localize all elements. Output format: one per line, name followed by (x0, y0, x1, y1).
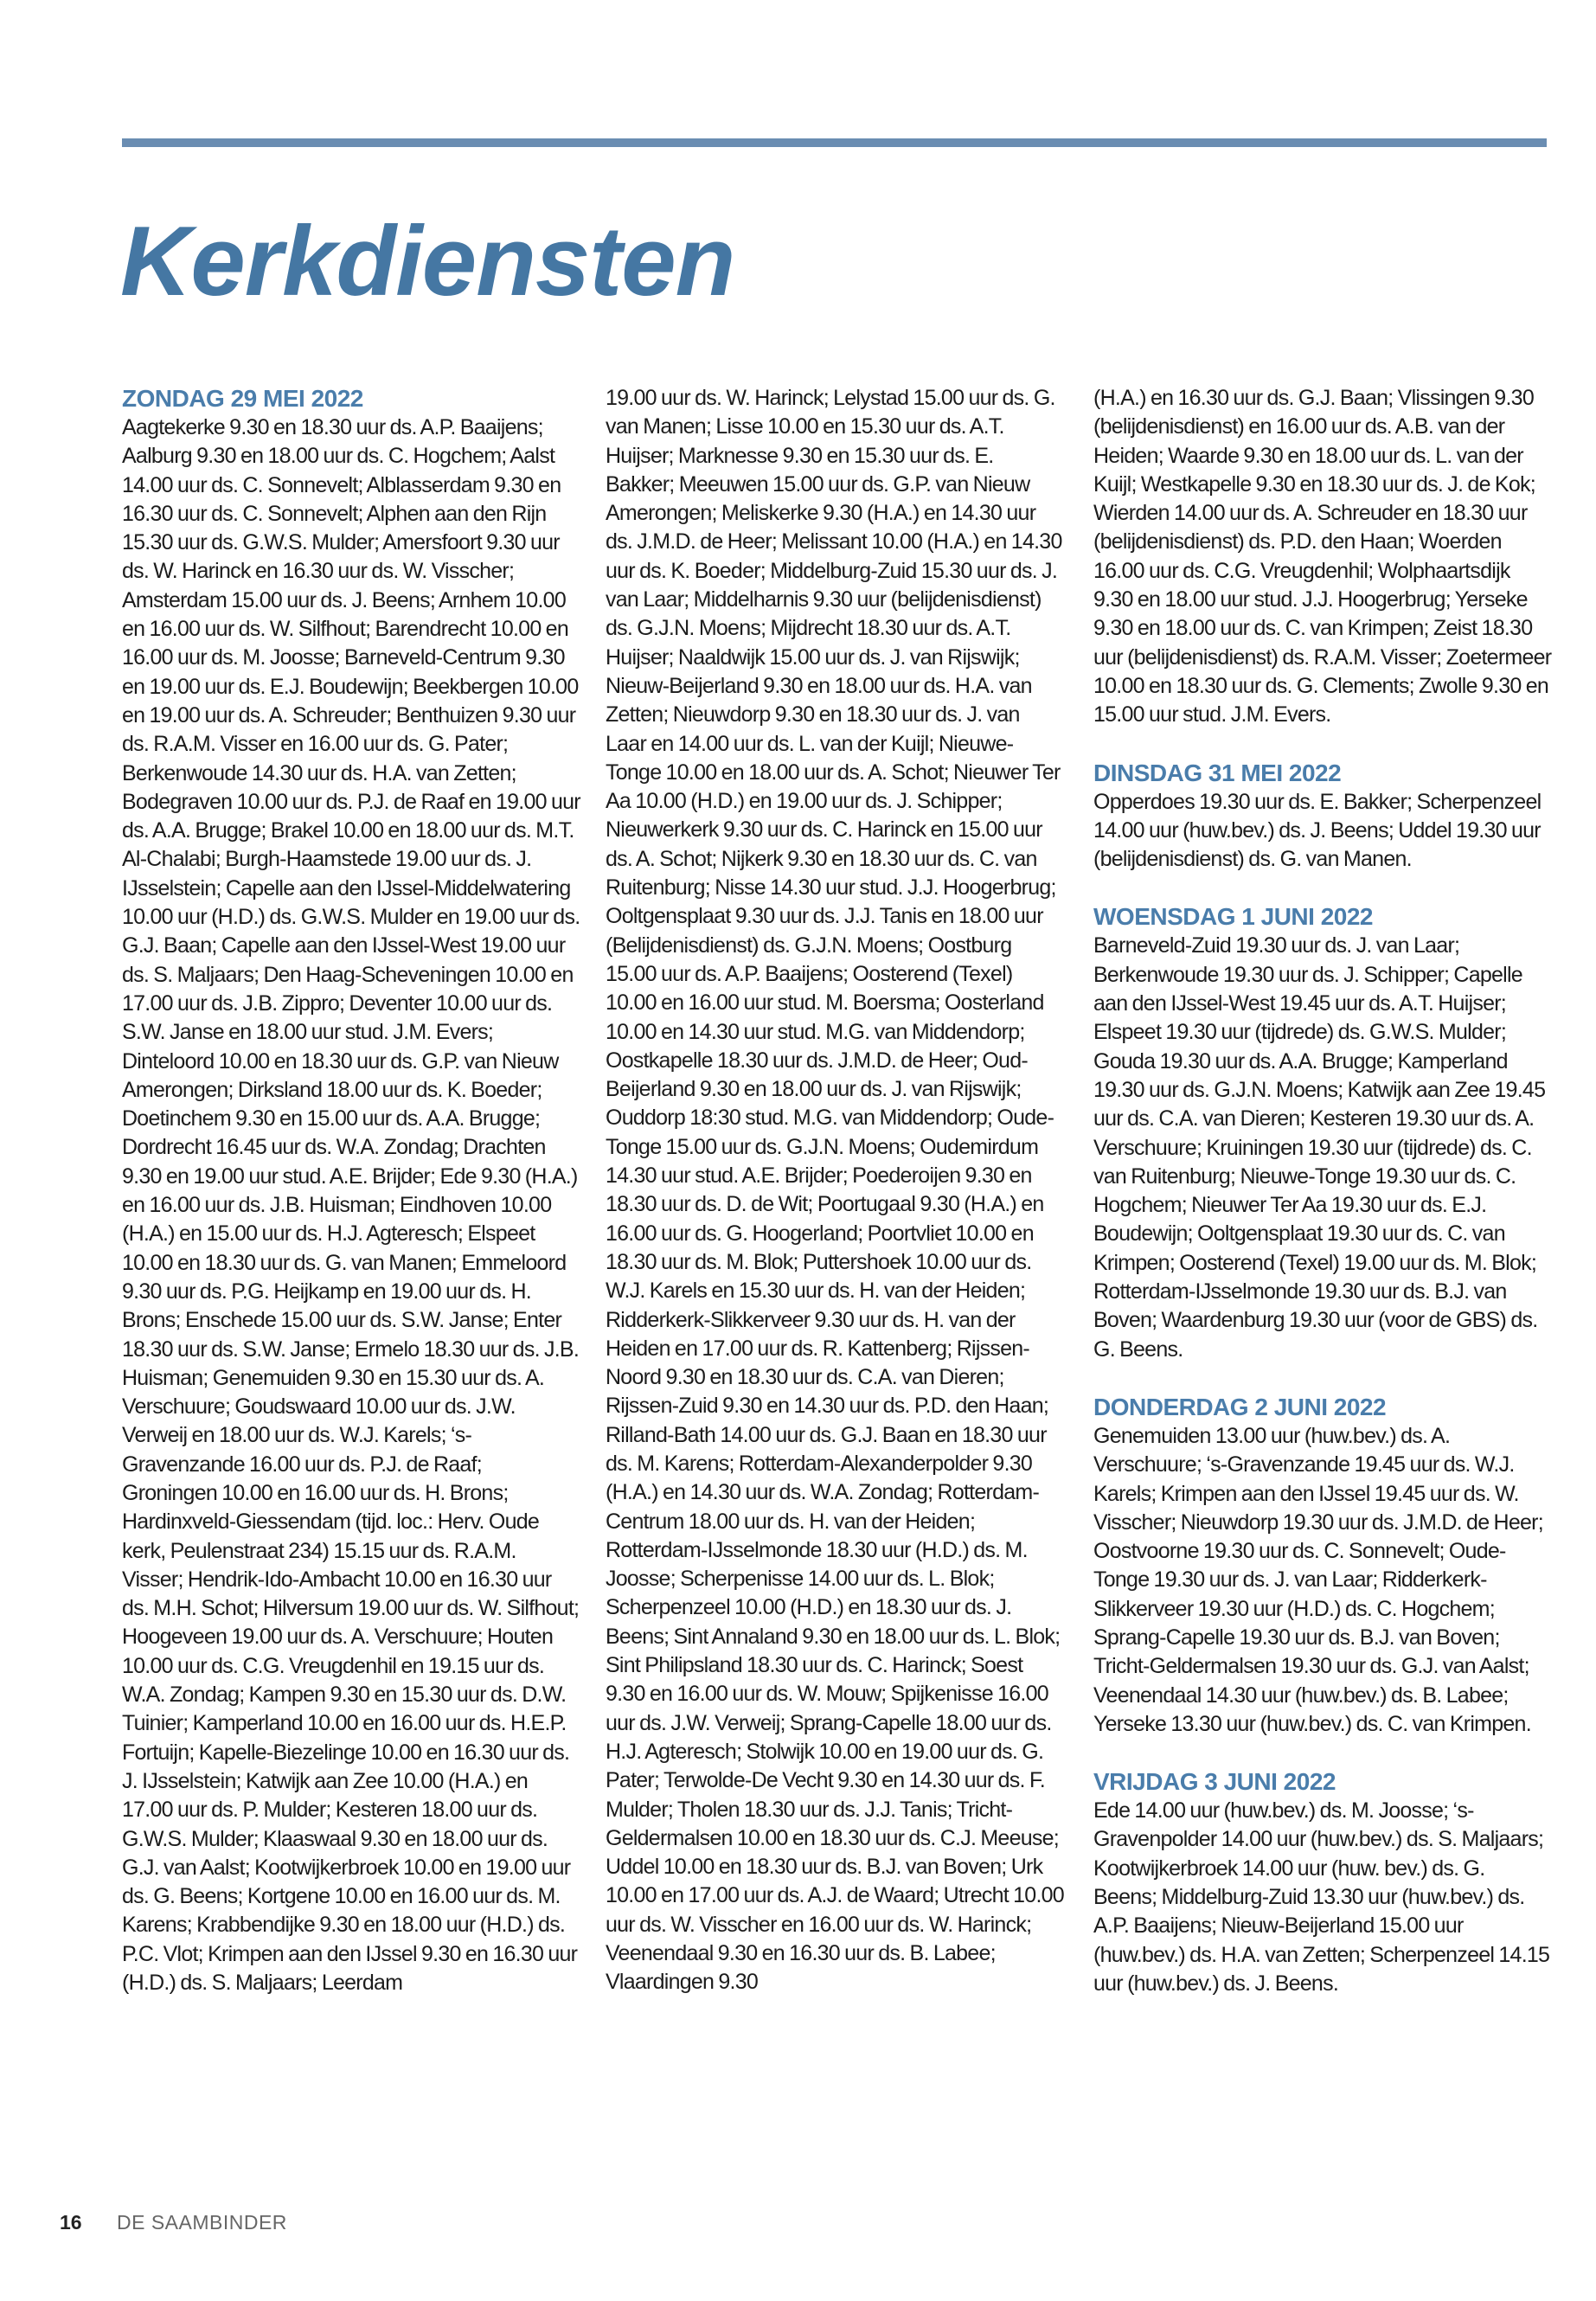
magazine-name: DE SAAMBINDER (116, 2211, 287, 2234)
service-listing: Genemuiden 13.00 uur (huw.bev.) ds. A. Verschuure; ‘s-Gravenzande 19.45 uur ds. W.J. Karels; Krimpen aan den IJssel 19.45 uur ds. W. Visscher; Nieuwdorp 19.30 uur ds. J.M.D. de Heer; Oostvoorne 19.30 uur ds. C. Sonnevelt; Oude-Tonge 19.30 uur ds. J. van Laar; Ridderkerk-Slikkerveer 19.30 uur (H.D.) ds. C. Hogchem; Sprang-Capelle 19.30 uur ds. B.J. van Boven; Tricht-Geldermalsen 19.30 uur ds. G.J. van Aalst; Veenendaal 14.30 uur (huw.bev.) ds. B. Labee; Yerseke 13.30 uur (huw.bev.) ds. C. van Krimpen. (1093, 1423, 1543, 1736)
day-section-thursday (1093, 1393, 1552, 1739)
column-2 (606, 384, 1064, 1997)
service-listing-continued: 19.00 uur ds. W. Harinck; Lelystad 15.00 uur ds. G. van Manen; Lisse 10.00 en 15.30 uur ds. A.T. Huijser; Marknesse 9.30 en 15.30 uur ds. E. Bakker; Meeuwen 15.00 uur ds. G.P. van Nieuw Amerongen; Meliskerke 9.30 (H.A.) en 14.30 uur ds. J.M.D. de Heer; Melissant 10.00 (H.A.) en 14.30 uur ds. K. Boeder; Middelburg-Zuid 15.30 uur ds. J. van Laar; Middelharnis 9.30 uur (belijdenisdienst) ds. G.J.N. Moens; Mijdrecht 18.30 uur ds. A.T. Huijser; Naaldwijk 15.00 uur ds. J. van Rijswijk; Nieuw-Beijerland 9.30 en 18.00 uur ds. H.A. van Zetten; Nieuwdorp 9.30 en 18.30 uur ds. J. van Laar en 14.00 uur ds. L. van der Kuijl; Nieuwe-Tonge 10.00 en 18.00 uur ds. A. Schot; Nieuwer Ter Aa 10.00 (H.D.) en 19.00 uur ds. J. Schipper; Nieuwerkerk 9.30 uur ds. C. Harinck en 15.00 uur ds. A. Schot; Nijkerk 9.30 en 18.30 uur ds. C. van Ruitenburg; Nisse 14.30 uur stud. J.J. Hoogerbrug; Ooltgensplaat 9.30 uur ds. J.J. Tanis en 18.00 uur (Belijdenisdienst) ds. G.J.N. Moens; Oostburg 15.00 uur ds. A.P. Baaijens; Oosterend (Texel) 10.00 en 16.00 uur stud. M. Boersma; Oosterland 10.00 en 14.30 uur stud. M.G. van Middendorp; Oostkapelle 18.30 uur ds. J.M.D. de Heer; Oud-Beijerland 9.30 en 18.00 uur ds. J. van Rijswijk; Ouddorp 18:30 stud. M.G. van Middendorp; Oude-Tonge 15.00 uur ds. G.J.N. Moens; Oudemirdum 14.30 uur stud. A.E. Brijder; Poederoijen 9.30 en 18.30 uur ds. D. de Wit; Poortugaal 9.30 (H.A.) en 16.00 uur ds. G. Hoogerland; Poortvliet 10.00 en 18.30 uur ds. M. Blok; Puttershoek 10.00 uur ds. W.J. Karels en 15.30 uur ds. H. van der Heiden; Ridderkerk-Slikkerveer 9.30 uur ds. H. van der Heiden en 17.00 uur ds. R. Kattenberg; Rijssen-Noord 9.30 en 18.30 uur ds. C.A. van Dieren; Rijssen-Zuid 9.30 en 14.30 uur ds. P.D. den Haan; Rilland-Bath 14.00 uur ds. G.J. Baan en 18.30 uur ds. M. Karens; Rotterdam-Alexanderpolder 9.30 (H.A.) en 14.30 uur ds. W.A. Zondag; Rotterdam-Centrum 18.00 uur ds. H. van der Heiden; Rotterdam-IJsselmonde 18.30 uur (H.D.) ds. M. Joosse; Scherpenisse 14.00 uur ds. L. Blok; Scherpenzeel 10.00 (H.D.) en 18.30 uur ds. J. Beens; Sint Annaland 9.30 en 18.00 uur ds. L. Blok; Sint Philipsland 18.30 uur ds. C. Harinck; Soest 9.30 en 16.00 uur ds. W. Mouw; Spijkenisse 16.00 uur ds. J.W. Verweij; Sprang-Capelle 18.00 uur ds. H.J. Agteresch; Stolwijk 10.00 en 19.00 uur ds. G. Pater; Terwolde-De Vecht 9.30 en 14.30 uur ds. F. Mulder; Tholen 18.30 uur ds. J.J. Tanis; Tricht-Geldermalsen 10.00 en 18.30 uur ds. C.J. Meeuse; Uddel 10.00 en 18.30 uur ds. B.J. van Boven; Urk 10.00 en 17.00 uur ds. A.J. de Waard; Utrecht 10.00 uur ds. W. Visscher en 16.00 uur ds. W. Harinck; Veenendaal 9.30 en 16.30 uur ds. B. Labee; Vlaardingen 9.30 (606, 386, 1064, 1995)
day-heading: VRIJDAG 3 JUNI 2022 (1093, 1768, 1336, 1796)
service-listing-continued: (H.A.) en 16.30 uur ds. G.J. Baan; Vlissingen 9.30 (belijdenisdienst) en 16.00 uur ds. A.B. van der Heiden; Waarde 9.30 en 18.00 uur ds. L. van der Kuijl; Westkapelle 9.30 en 18.30 uur ds. J. de Kok; Wierden 14.00 uur ds. A. Schreuder en 18.30 uur (belijdenisdienst) ds. P.D. den Haan; Woerden 16.00 uur ds. C.G. Vreugdenhil; Wolphaartsdijk 9.30 en 18.00 uur stud. J.J. Hoogerbrug; Yerseke 9.30 en 18.00 uur ds. C. van Krimpen; Zeist 18.30 uur (belijdenisdienst) ds. R.A.M. Visser; Zoetermeer 10.00 en 18.30 uur ds. G. Clements; Zwolle 9.30 en 15.00 uur stud. J.M. Evers. (1093, 386, 1552, 727)
day-section-friday (1093, 1767, 1552, 1998)
column-3 (1093, 384, 1552, 2027)
day-heading: DINSDAG 31 MEI 2022 (1093, 759, 1342, 786)
page-title: Kerkdiensten (120, 207, 735, 317)
day-heading: WOENSDAG 1 JUNI 2022 (1093, 903, 1373, 931)
top-rule (122, 138, 1547, 147)
service-listing: Aagtekerke 9.30 en 18.30 uur ds. A.P. Baaijens; Aalburg 9.30 en 18.00 uur ds. C. Hogchem; Aalst 14.00 uur ds. C. Sonnevelt; Alblasserdam 9.30 en 16.30 uur ds. C. Sonnevelt; Alphen aan den Rijn 15.30 uur ds. G.W.S. Mulder; Amersfoort 9.30 uur ds. W. Harinck en 16.30 uur ds. W. Visscher; Amsterdam 15.00 uur ds. J. Beens; Arnhem 10.00 en 16.00 uur ds. W. Silfhout; Barendrecht 10.00 en 16.00 uur ds. M. Joosse; Barneveld-Centrum 9.30 en 19.00 uur ds. E.J. Boudewijn; Beekbergen 10.00 en 19.00 uur ds. A. Schreuder; Benthuizen 9.30 uur ds. R.A.M. Visser en 16.00 uur ds. G. Pater; Berkenwoude 14.30 uur ds. H.A. van Zetten; Bodegraven 10.00 uur ds. P.J. de Raaf en 19.00 uur ds. A.A. Brugge; Brakel 10.00 en 18.00 uur ds. M.T. Al-Chalabi; Burgh-Haamstede 19.00 uur ds. J. IJsselstein; Capelle aan den IJssel-Middelwatering 10.00 uur (H.D.) ds. G.W.S. Mulder en 19.00 uur ds. G.J. Baan; Capelle aan den IJssel-West 19.00 uur ds. S. Maljaars; Den Haag-Scheveningen 10.00 en 17.00 uur ds. J.B. Zippro; Deventer 10.00 uur ds. S.W. Janse en 18.00 uur stud. J.M. Evers; Dinteloord 10.00 en 18.30 uur ds. G.P. van Nieuw Amerongen; Dirksland 18.00 uur ds. K. Boeder; Doetinchem 9.30 en 15.00 uur ds. A.A. Brugge; Dordrecht 16.45 uur ds. W.A. Zondag; Drachten 9.30 en 19.00 uur stud. A.E. Brijder; Ede 9.30 (H.A.) en 16.00 uur ds. J.B. Huisman; Eindhoven 10.00 (H.A.) en 15.00 uur ds. H.J. Agteresch; Elspeet 10.00 en 18.30 uur ds. G. van Manen; Emmeloord 9.30 uur ds. P.G. Heijkamp en 19.00 uur ds. H. Brons; Enschede 15.00 uur ds. S.W. Janse; Enter 18.30 uur ds. S.W. Janse; Ermelo 18.30 uur ds. J.B. Huisman; Genemuiden 9.30 en 15.30 uur ds. A. Verschuure; Goudswaard 10.00 uur ds. J.W. Verweij en 18.00 uur ds. W.J. Karels; ‘s-Gravenzande 16.00 uur ds. P.J. de Raaf; Groningen 10.00 en 16.00 uur ds. H. Brons; Hardinxveld-Giessendam (tijd. loc.: Herv. Oude kerk, Peulenstraat 234) 15.15 uur ds. R.A.M. Visser; Hendrik-Ido-Ambacht 10.00 en 16.30 uur ds. M.H. Schot; Hilversum 19.00 uur ds. W. Silfhout; Hoogeveen 19.00 uur ds. A. Verschuure; Houten 10.00 uur ds. C.G. Vreugdenhil en 19.15 uur ds. W.A. Zondag; Kampen 9.30 en 15.30 uur ds. D.W. Tuinier; Kamperland 10.00 en 16.00 uur ds. H.E.P. Fortuijn; Kapelle-Biezelinge 10.00 en 16.30 uur ds. J. IJsselstein; Katwijk aan Zee 10.00 (H.A.) en 17.00 uur ds. P. Mulder; Kesteren 18.00 uur ds. G.W.S. Mulder; Klaaswaal 9.30 en 18.00 uur ds. G.J. van Aalst; Kootwijkerbroek 10.00 en 19.00 uur ds. G. Beens; Kortgene 10.00 en 16.00 uur ds. M. Karens; Krabbendijke 9.30 en 18.00 uur (H.D.) ds. P.C. Vlot; Krimpen aan den IJssel 9.30 en 16.30 uur (H.D.) ds. S. Maljaars; Leerdam (122, 415, 580, 1996)
day-heading: ZONDAG 29 MEI 2022 (122, 385, 363, 412)
day-section-sunday-continued (1093, 384, 1552, 730)
day-section-wednesday (1093, 902, 1552, 1363)
page-footer (60, 2209, 287, 2235)
column-1 (122, 384, 580, 2026)
service-listing: Ede 14.00 uur (huw.bev.) ds. M. Joosse; ‘s-Gravenpolder 14.00 uur (huw.bev.) ds. S. Maljaars; Kootwijkerbroek 14.00 uur (huw. bev.) ds. G. Beens; Middelburg-Zuid 13.30 uur (huw.bev.) ds. A.P. Baaijens; Nieuw-Beijerland 15.00 uur (huw.bev.) ds. H.A. van Zetten; Scherpenzeel 14.15 uur (huw.bev.) ds. J. Beens. (1093, 1798, 1550, 1996)
day-section-tuesday (1093, 759, 1552, 875)
page-number: 16 (60, 2211, 82, 2234)
service-listing: Barneveld-Zuid 19.30 uur ds. J. van Laar; Berkenwoude 19.30 uur ds. J. Schipper; Capelle aan den IJssel-West 19.45 uur ds. A.T. Huijser; Elspeet 19.30 uur (tijdrede) ds. G.W.S. Mulder; Gouda 19.30 uur ds. A.A. Brugge; Kamperland 19.30 uur ds. G.J.N. Moens; Katwijk aan Zee 19.45 uur ds. C.A. van Dieren; Kesteren 19.30 uur ds. A. Verschuure; Kruiningen 19.30 uur (tijdrede) ds. C. van Ruitenburg; Nieuwe-Tonge 19.30 uur ds. C. Hogchem; Nieuwer Ter Aa 19.30 uur ds. E.J. Boudewijn; Ooltgensplaat 19.30 uur ds. C. van Krimpen; Oosterend (Texel) 19.00 uur ds. M. Blok; Rotterdam-IJsselmonde 19.30 uur ds. B.J. van Boven; Waardenburg 19.30 uur (voor de GBS) ds. G. Beens. (1093, 933, 1546, 1362)
day-section-sunday (122, 384, 580, 1997)
day-heading: DONDERDAG 2 JUNI 2022 (1093, 1393, 1387, 1420)
service-listing: Opperdoes 19.30 uur ds. E. Bakker; Scherpenzeel 14.00 uur (huw.bev.) ds. J. Beens; Uddel 19.30 uur (belijdenisdienst) ds. G. van Manen. (1093, 789, 1542, 872)
